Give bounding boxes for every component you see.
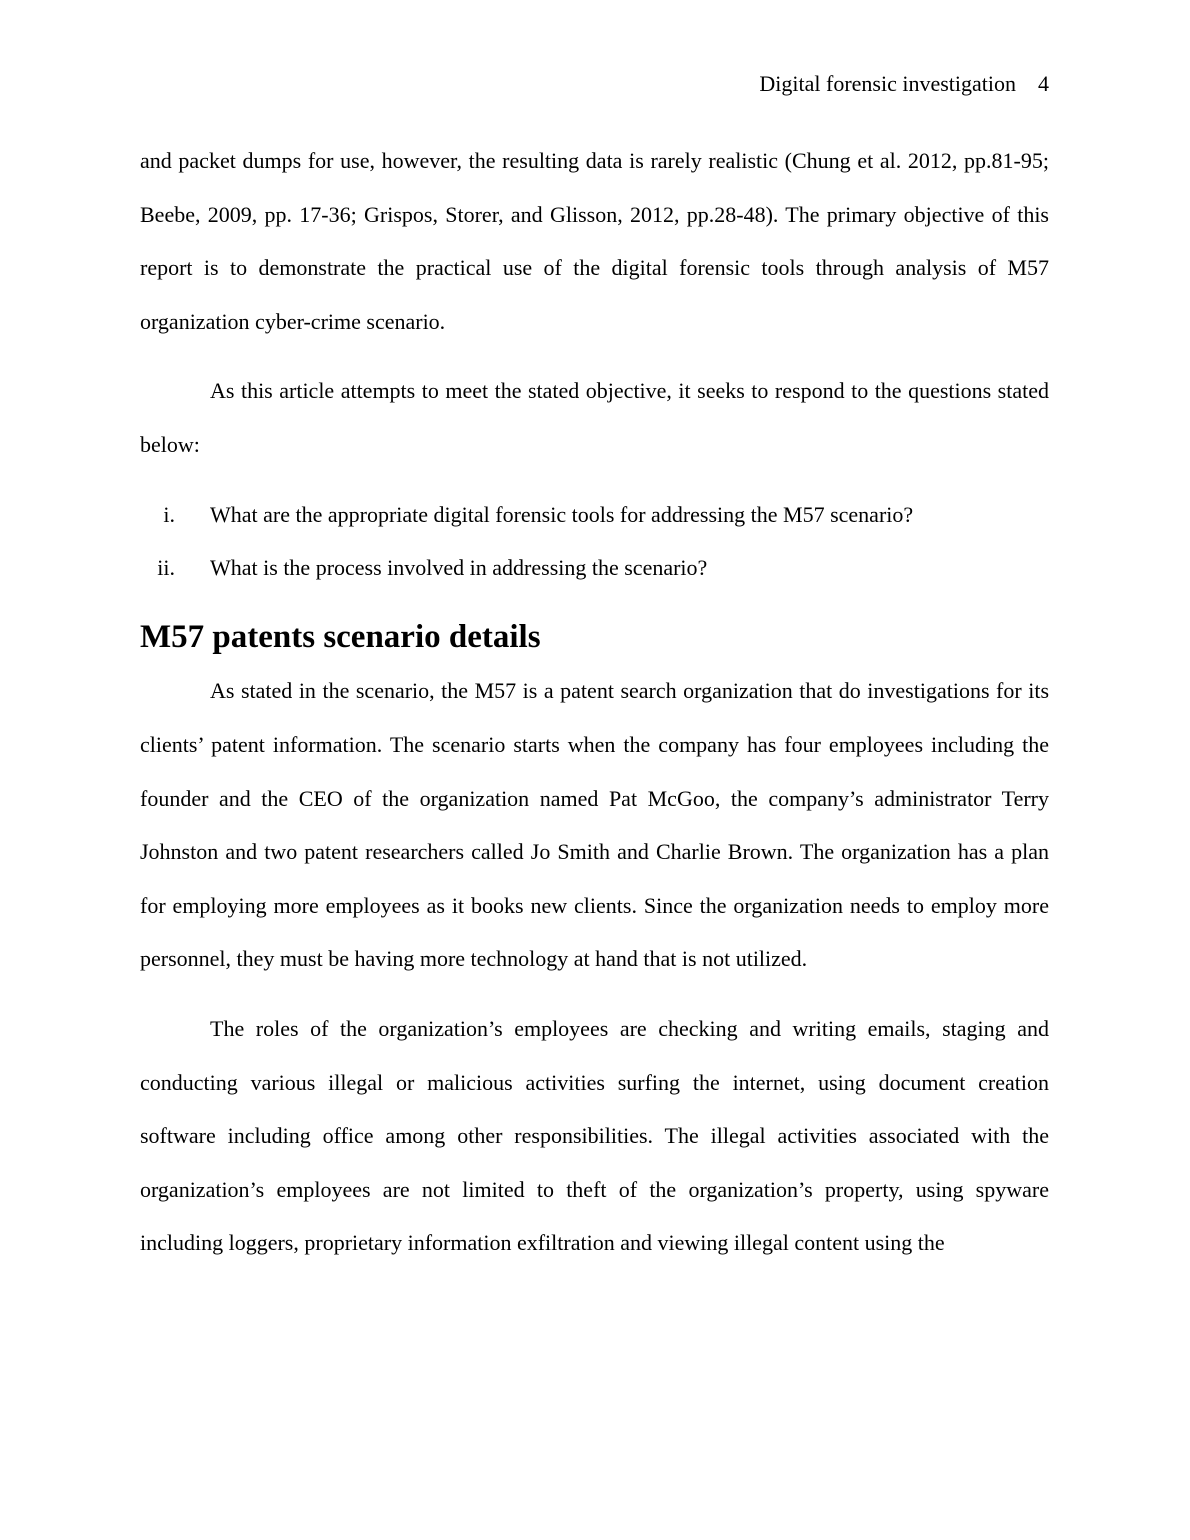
paragraph-scenario: As stated in the scenario, the M57 is a patent search organization that do investigations for its clients’ patent information. The scenario starts when the company has four employees including the founder and the CEO of the organization named Pat McGoo, the company’s administrator Terry Johnston and two patent researchers called Jo Smith and Charlie Brown. The organization has a plan for employing more employees as it books new clients. Since the organization needs to employ more personnel, they must be having more technology at hand that is not utilized. [140,678,1049,972]
paragraph-roles: The roles of the organization’s employees are checking and writing emails, staging and conducting various illegal or malicious activities surfing the internet, using document creation software including office among other responsibilities. The illegal activities associated with the organization’s employees are not limited to theft of the organization’s property, using spyware including loggers, proprietary information exfiltration and viewing illegal content using the [140,1015,1049,1256]
list-marker: i. [163,501,175,527]
running-head-title: Digital forensic investigation [759,71,1016,96]
page-number: 4 [1038,71,1049,96]
list-item [140,488,1049,542]
list-item [140,541,1049,595]
section-heading: M57 patents scenario details [140,618,541,655]
paragraph-continuation: and packet dumps for use, however, the resulting data is rarely realistic (Chung et al. 2012, pp.81-95; Beebe, 2009, pp. 17-36; Grispos, Storer, and Glisson, 2012, pp.28-48). The primary objective of this report is to demonstrate the practical use of the digital forensic tools through analysis of M57 organization cyber-crime scenario. [140,148,1049,334]
list-marker: ii. [157,555,175,581]
paragraph-objective: As this article attempts to meet the stated objective, it seeks to respond to the questions stated below: [140,378,1049,457]
list-item-text: What is the process involved in addressing the scenario? [210,555,708,581]
list-item-text: What are the appropriate digital forensic tools for addressing the M57 scenario? [210,501,914,527]
running-head [759,70,1049,98]
research-questions-list [140,488,1049,595]
body-text [140,134,1049,1270]
